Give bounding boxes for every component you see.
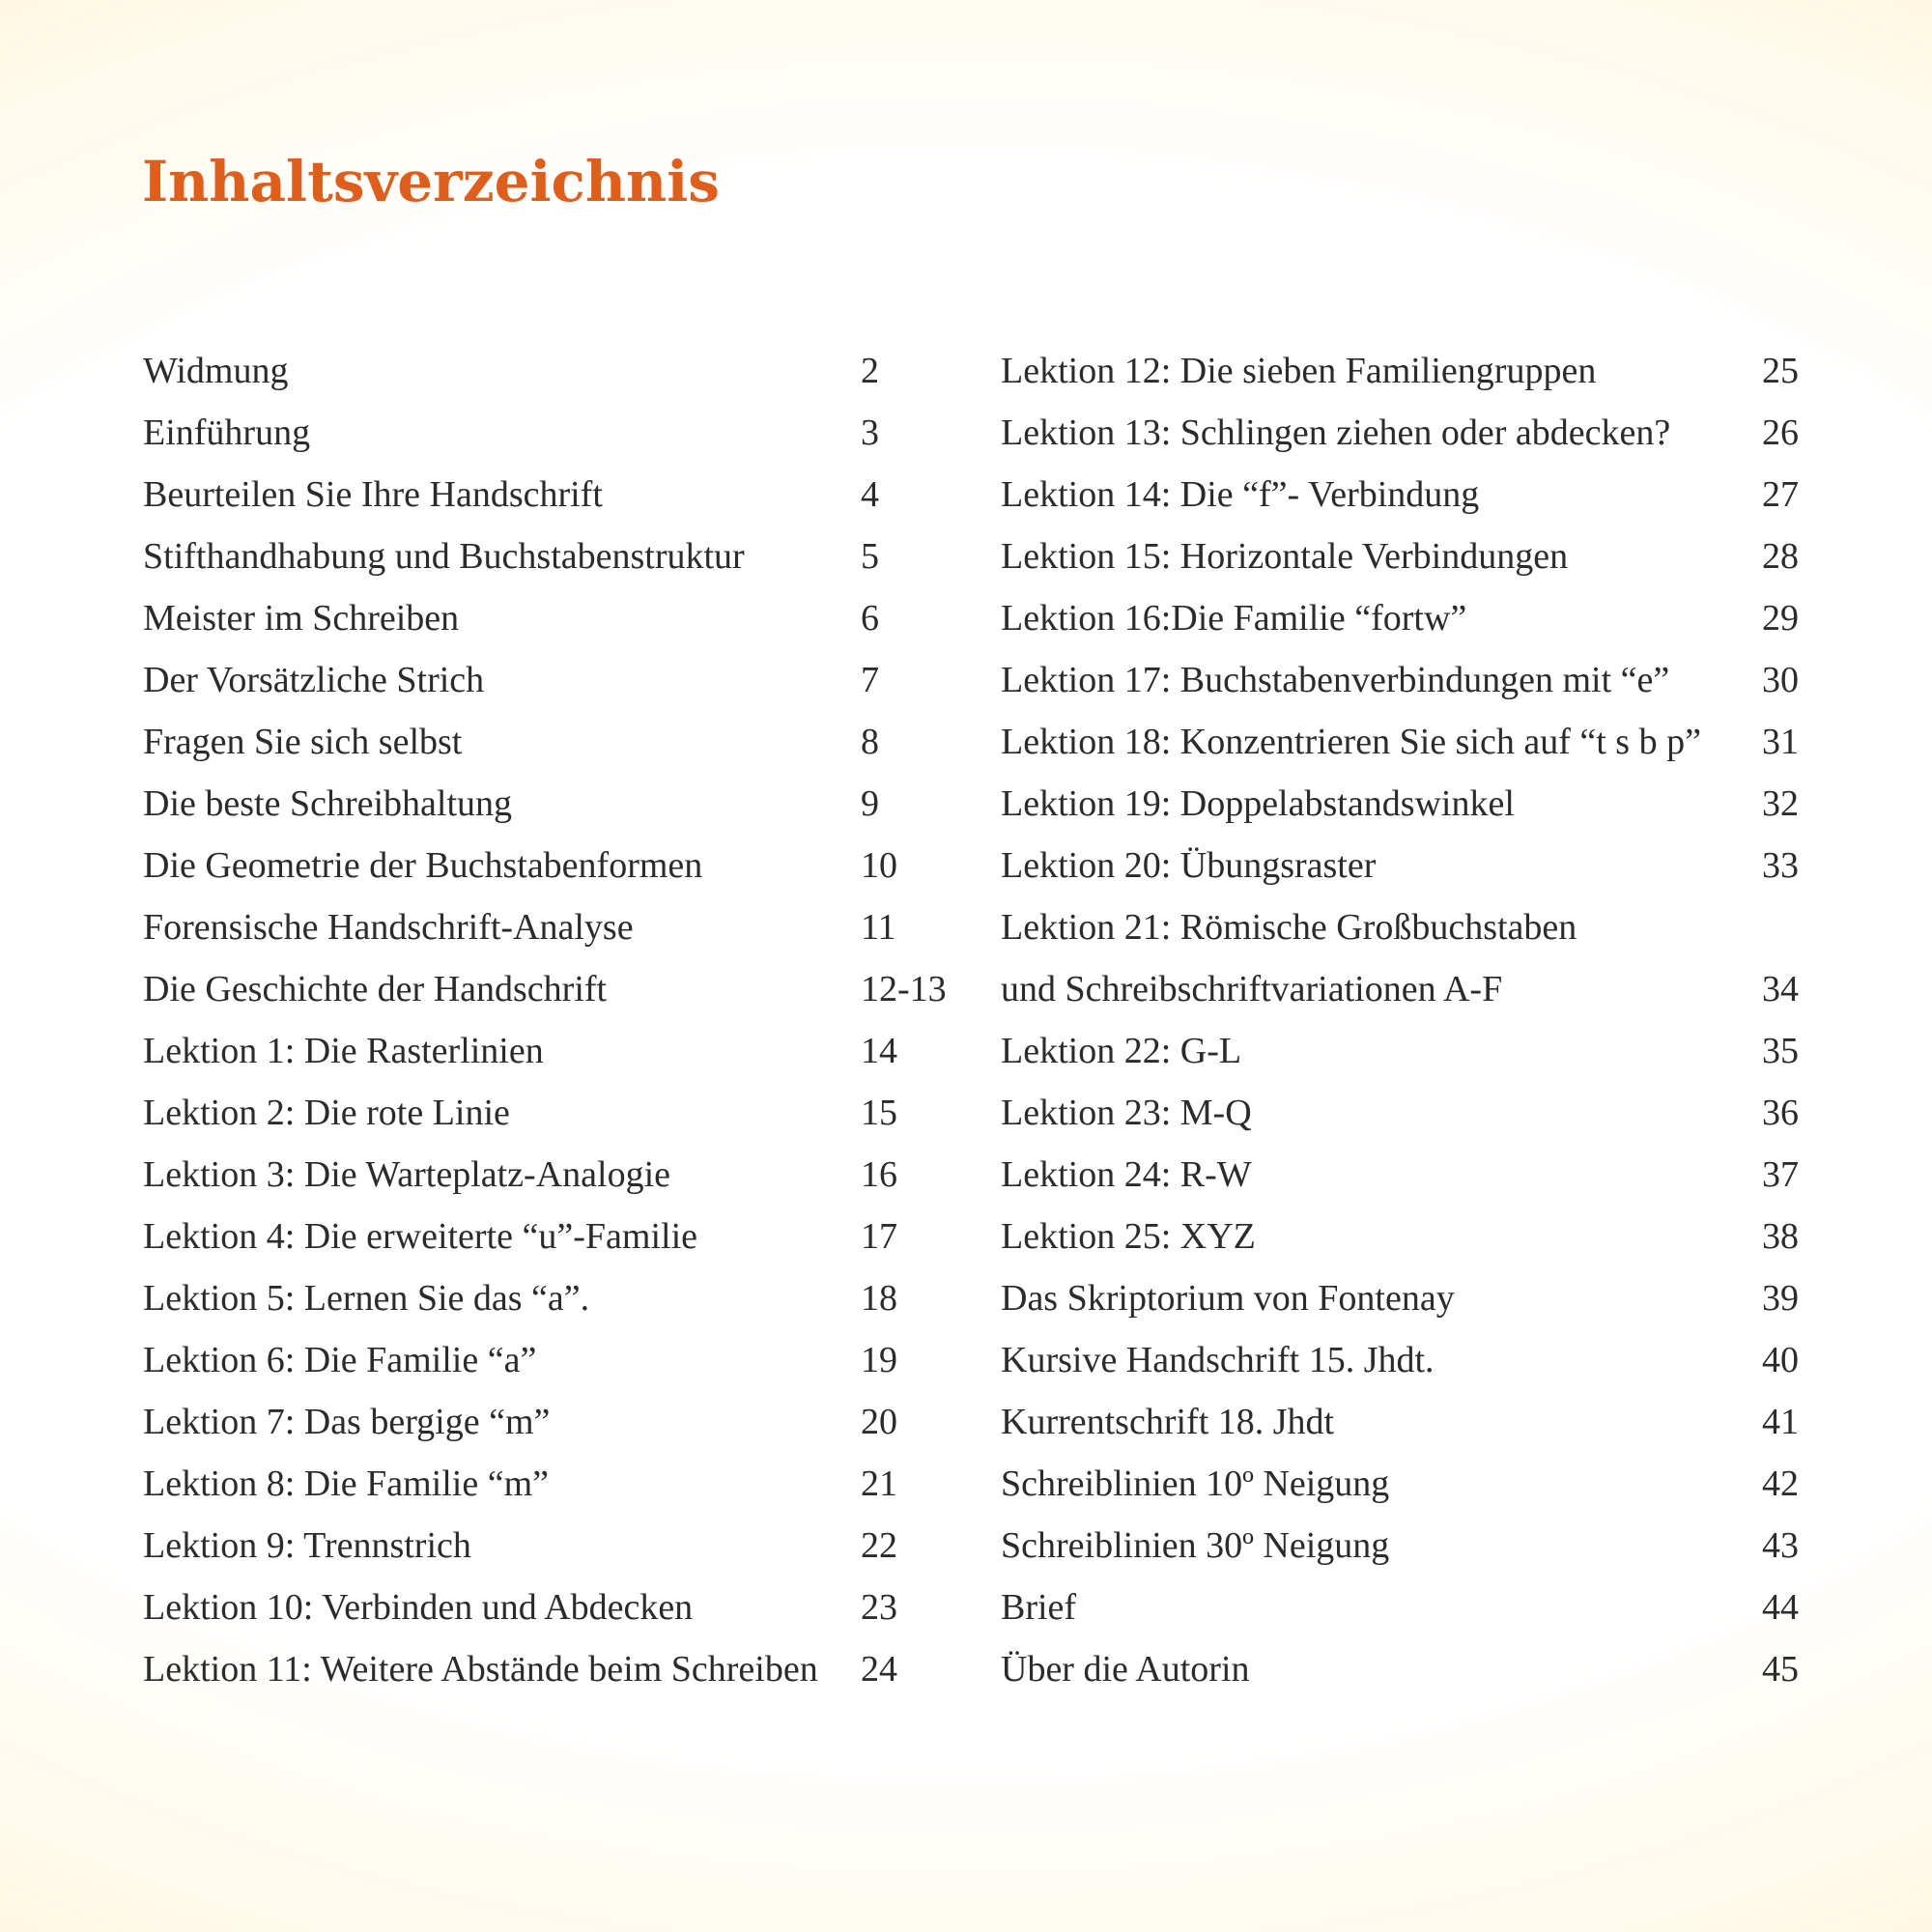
toc-entry-title: Lektion 3: Die Warteplatz-Analogie [143, 1154, 670, 1195]
toc-entry [143, 1453, 964, 1515]
toc-entry-title: Die Geschichte der Handschrift [143, 969, 608, 1009]
toc-entry [143, 1082, 964, 1144]
toc-entry [1001, 1267, 1808, 1329]
toc-entry [1001, 1391, 1808, 1453]
toc-entry-title: Lektion 18: Konzentrieren Sie sich auf “t s b p” [1001, 722, 1701, 762]
toc-entry [143, 1144, 964, 1206]
toc-entry-page-number: 23 [861, 1587, 897, 1628]
toc-entry-page-number: 25 [1762, 351, 1799, 391]
toc-entry [143, 1391, 964, 1453]
toc-entry-page-number: 16 [861, 1154, 897, 1195]
toc-entry [1001, 1020, 1808, 1082]
toc-entry [1001, 587, 1808, 649]
toc-entry-page-number: 34 [1762, 969, 1799, 1009]
toc-entry-page-number: 45 [1762, 1649, 1799, 1690]
toc-entry-page-number: 24 [861, 1649, 897, 1690]
toc-entry-title: Beurteilen Sie Ihre Handschrift [143, 474, 603, 515]
toc-entry [1001, 1206, 1808, 1267]
toc-entry [1001, 402, 1808, 464]
toc-entry-title: Lektion 21: Römische Großbuchstaben [1001, 907, 1577, 948]
toc-entry-title: Lektion 23: M-Q [1001, 1093, 1252, 1133]
toc-entry [1001, 464, 1808, 526]
toc-entry [143, 773, 964, 835]
toc-entry [143, 402, 964, 464]
toc-entry-title: Schreiblinien 30º Neigung [1001, 1525, 1390, 1566]
toc-entry [143, 649, 964, 711]
toc-entry [1001, 1515, 1808, 1577]
toc-entry-page-number: 29 [1762, 598, 1799, 639]
toc-entry [143, 1020, 964, 1082]
toc-entry [1001, 1082, 1808, 1144]
toc-entry-page-number: 5 [861, 536, 879, 577]
toc-entry-title: Lektion 13: Schlingen ziehen oder abdecken? [1001, 412, 1671, 453]
toc-left-column [143, 340, 964, 1700]
toc-entry-title: Kursive Handschrift 15. Jhdt. [1001, 1340, 1435, 1380]
toc-entry-title: Widmung [143, 351, 289, 391]
toc-entry-title: Forensische Handschrift-Analyse [143, 907, 634, 948]
toc-entry-title: Lektion 25: XYZ [1001, 1216, 1256, 1257]
toc-entry-page-number: 14 [861, 1031, 897, 1071]
toc-entry-title: Stifthandhabung und Buchstabenstruktur [143, 536, 745, 577]
toc-entry-title: Lektion 4: Die erweiterte “u”-Familie [143, 1216, 697, 1257]
toc-entry-title: Lektion 12: Die sieben Familiengruppen [1001, 351, 1597, 391]
toc-entry-title: Lektion 14: Die “f”- Verbindung [1001, 474, 1480, 515]
toc-entry [1001, 1453, 1808, 1515]
toc-entry [1001, 1638, 1808, 1700]
toc-entry [143, 1267, 964, 1329]
toc-entry-page-number: 30 [1762, 660, 1799, 700]
toc-entry-title: Lektion 7: Das bergige “m” [143, 1402, 551, 1442]
toc-entry-page-number: 9 [861, 783, 879, 824]
toc-entry-page-number: 22 [861, 1525, 897, 1566]
toc-entry-title: Lektion 20: Übungsraster [1001, 845, 1377, 886]
toc-entry [143, 526, 964, 587]
toc-entry-page-number: 27 [1762, 474, 1799, 515]
toc-entry [1001, 711, 1808, 773]
toc-entry-title: Lektion 5: Lernen Sie das “a”. [143, 1278, 590, 1319]
toc-entry-title: Lektion 15: Horizontale Verbindungen [1001, 536, 1569, 577]
toc-entry-title: Die Geometrie der Buchstabenformen [143, 845, 703, 886]
toc-entry [1001, 958, 1808, 1020]
toc-entry [1001, 773, 1808, 835]
toc-entry [143, 1515, 964, 1577]
toc-entry-page-number: 15 [861, 1093, 897, 1133]
toc-entry-page-number: 11 [861, 907, 896, 948]
toc-entry-page-number: 20 [861, 1402, 897, 1442]
toc-entry-page-number: 42 [1762, 1463, 1799, 1504]
toc-entry-title: Meister im Schreiben [143, 598, 460, 639]
toc-entry-title: Über die Autorin [1001, 1649, 1250, 1690]
toc-entry-title: Fragen Sie sich selbst [143, 722, 463, 762]
toc-entry-page-number: 17 [861, 1216, 897, 1257]
toc-entry-page-number: 6 [861, 598, 879, 639]
toc-entry-page-number: 35 [1762, 1031, 1799, 1071]
toc-entry [143, 835, 964, 896]
toc-entry-title: Die beste Schreibhaltung [143, 783, 513, 824]
toc-entry [1001, 649, 1808, 711]
toc-entry-page-number: 41 [1762, 1402, 1799, 1442]
toc-entry-title: Lektion 8: Die Familie “m” [143, 1463, 550, 1504]
toc-entry [143, 1577, 964, 1638]
toc-entry-page-number: 2 [861, 351, 879, 391]
toc-entry-page-number: 40 [1762, 1340, 1799, 1380]
toc-entry-page-number: 32 [1762, 783, 1799, 824]
toc-entry-page-number: 7 [861, 660, 879, 700]
toc-entry-title: Brief [1001, 1587, 1077, 1628]
toc-entry-title: Lektion 17: Buchstabenverbindungen mit “e” [1001, 660, 1670, 700]
toc-entry-page-number: 33 [1762, 845, 1799, 886]
toc-entry-page-number: 37 [1762, 1154, 1799, 1195]
toc-entry [143, 1206, 964, 1267]
toc-entry-title: Lektion 1: Die Rasterlinien [143, 1031, 544, 1071]
toc-entry-page-number: 39 [1762, 1278, 1799, 1319]
toc-entry-page-number: 44 [1762, 1587, 1799, 1628]
toc-entry [1001, 835, 1808, 896]
toc-entry-title: Schreiblinien 10º Neigung [1001, 1463, 1390, 1504]
toc-entry-page-number: 10 [861, 845, 897, 886]
toc-entry [143, 958, 964, 1020]
toc-entry-page-number: 21 [861, 1463, 897, 1504]
toc-entry-page-number: 8 [861, 722, 879, 762]
toc-entry-title: Lektion 16:Die Familie “fortw” [1001, 598, 1467, 639]
toc-entry-page-number: 3 [861, 412, 879, 453]
toc-entry-page-number: 38 [1762, 1216, 1799, 1257]
toc-entry-page-number: 28 [1762, 536, 1799, 577]
toc-entry-page-number: 26 [1762, 412, 1799, 453]
toc-entry [1001, 526, 1808, 587]
toc-entry-title: Lektion 10: Verbinden und Abdecken [143, 1587, 694, 1628]
toc-entry-page-number: 31 [1762, 722, 1799, 762]
toc-entry [1001, 896, 1808, 958]
toc-entry [143, 587, 964, 649]
toc-entry-page-number: 12-13 [861, 969, 947, 1009]
toc-entry [143, 711, 964, 773]
toc-entry-title: Lektion 6: Die Familie “a” [143, 1340, 537, 1380]
toc-entry [143, 896, 964, 958]
toc-entry-title: Einführung [143, 412, 311, 453]
toc-entry-title: Lektion 19: Doppelabstandswinkel [1001, 783, 1515, 824]
toc-entry [1001, 1144, 1808, 1206]
toc-entry [143, 1638, 964, 1700]
toc-entry [1001, 1577, 1808, 1638]
toc-entry-title: Der Vorsätzliche Strich [143, 660, 485, 700]
toc-entry [143, 464, 964, 526]
toc-entry [1001, 340, 1808, 402]
toc-entry-title: Lektion 2: Die rote Linie [143, 1093, 510, 1133]
toc-entry-title: Lektion 24: R-W [1001, 1154, 1252, 1195]
toc-entry-title: Das Skriptorium von Fontenay [1001, 1278, 1455, 1319]
toc-entry-title: Lektion 22: G-L [1001, 1031, 1242, 1071]
toc-entry-page-number: 36 [1762, 1093, 1799, 1133]
toc-entry [1001, 1329, 1808, 1391]
toc-entry-title: Kurrentschrift 18. Jhdt [1001, 1402, 1335, 1442]
toc-entry-title: Lektion 9: Trennstrich [143, 1525, 471, 1566]
toc-right-column [1001, 340, 1808, 1700]
toc-entry-page-number: 4 [861, 474, 879, 515]
page-title: Inhaltsverzeichnis [142, 149, 720, 214]
toc-entry-page-number: 43 [1762, 1525, 1799, 1566]
toc-entry [143, 340, 964, 402]
toc-entry-title: Lektion 11: Weitere Abstände beim Schreiben [143, 1649, 818, 1690]
toc-entry-title: und Schreibschriftvariationen A-F [1001, 969, 1503, 1009]
toc-entry-page-number: 18 [861, 1278, 897, 1319]
toc-entry [143, 1329, 964, 1391]
toc-entry-page-number: 19 [861, 1340, 897, 1380]
